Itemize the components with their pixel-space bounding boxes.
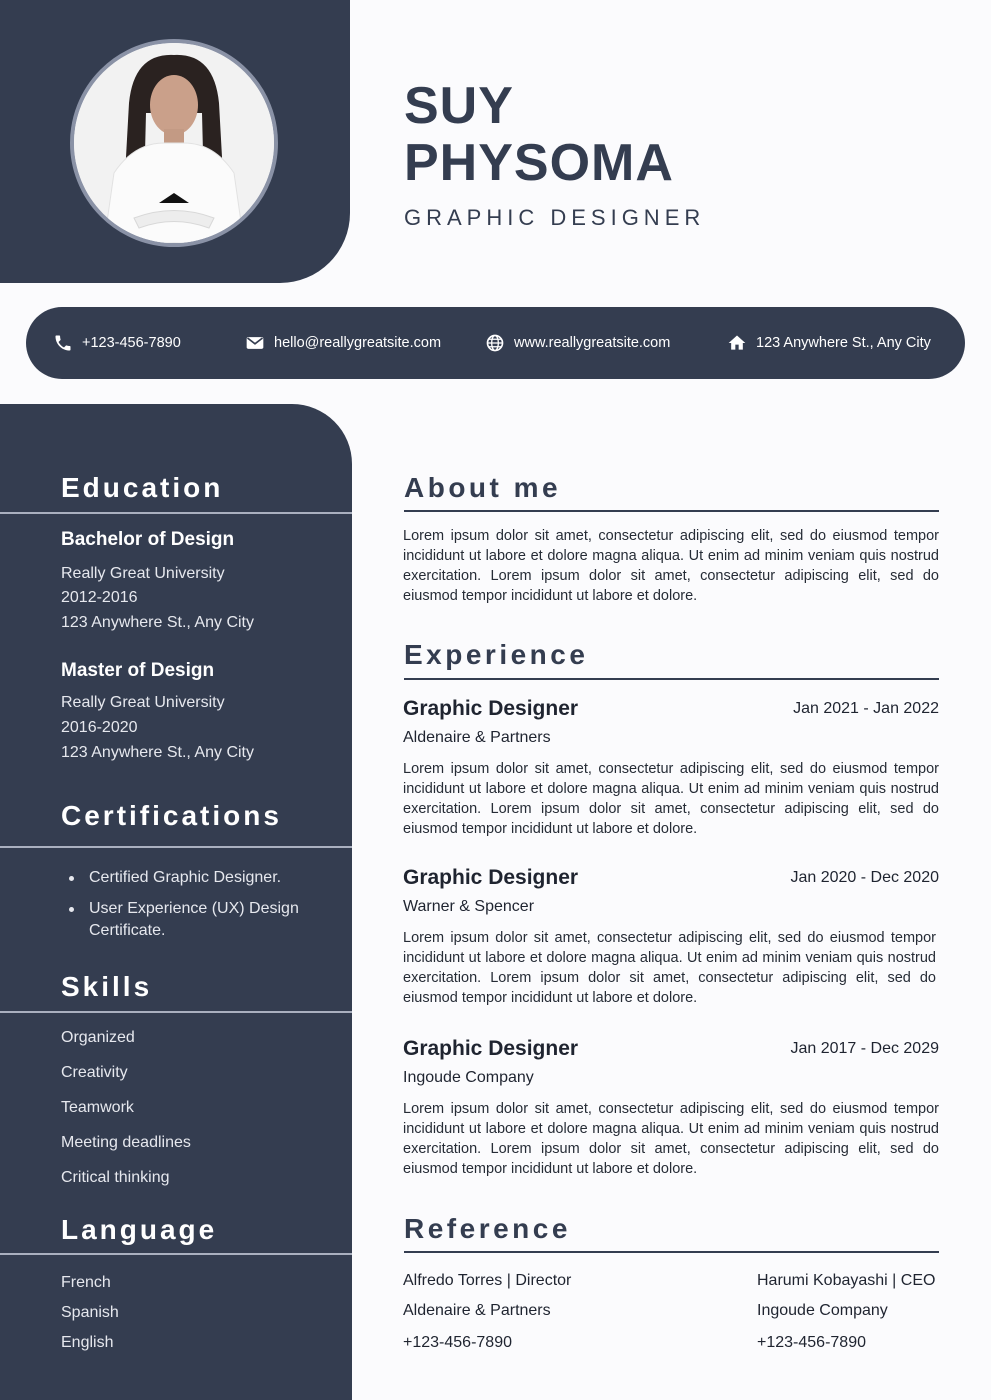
phone-text: +123-456-7890 bbox=[82, 335, 181, 351]
reference-phone: +123-456-7890 bbox=[757, 1334, 866, 1351]
email-text: hello@reallygreatsite.com bbox=[274, 335, 442, 351]
about-heading: About me bbox=[404, 472, 562, 503]
certification-item: Certified Graphic Designer. bbox=[89, 869, 282, 886]
education-years: 2016-2020 bbox=[61, 719, 138, 736]
language-divider bbox=[0, 1253, 352, 1255]
experience-job-title: Graphic Designer bbox=[403, 1037, 579, 1060]
reference-company: Aldenaire & Partners bbox=[403, 1302, 551, 1319]
website-text: www.reallygreatsite.com bbox=[514, 335, 671, 351]
certification-item: User Experience (UX) Design Certificate. bbox=[89, 900, 299, 939]
skill-item: Critical thinking bbox=[61, 1169, 170, 1186]
contact-website[interactable] bbox=[485, 307, 670, 379]
experience-company: Aldenaire & Partners bbox=[403, 729, 551, 746]
about-divider bbox=[404, 510, 939, 512]
language-item: French bbox=[61, 1274, 111, 1291]
mail-icon bbox=[245, 333, 265, 353]
candidate-name bbox=[404, 78, 674, 192]
skills-heading: Skills bbox=[61, 971, 153, 1002]
education-school: Really Great University bbox=[61, 694, 225, 711]
skill-item: Meeting deadlines bbox=[61, 1134, 191, 1151]
skill-item: Teamwork bbox=[61, 1099, 134, 1116]
contact-bar bbox=[26, 307, 965, 379]
education-degree: Bachelor of Design bbox=[61, 529, 235, 550]
experience-job-dates: Jan 2020 - Dec 2020 bbox=[790, 869, 939, 886]
education-address: 123 Anywhere St., Any City bbox=[61, 744, 254, 761]
reference-phone: +123-456-7890 bbox=[403, 1334, 512, 1351]
bullet-dot bbox=[69, 907, 74, 912]
reference-name: Alfredo Torres | Director bbox=[403, 1272, 572, 1289]
skills-divider bbox=[0, 1011, 352, 1013]
about-text: Lorem ipsum dolor sit amet, consectetur adipiscing elit, sed do eiusmod tempor incididunt ut labore et dolore magna aliqua. Ut enim ad minim veniam quis nostrud exercitation. Lorem ipsum dolor sit amet, consectetur adipiscing elit, sed do eiusmod tempor incididunt ut labore et dolore. bbox=[403, 528, 939, 604]
certifications-heading: Certifications bbox=[61, 800, 282, 831]
language-item: Spanish bbox=[61, 1304, 119, 1321]
education-degree: Master of Design bbox=[61, 660, 215, 681]
education-heading: Education bbox=[61, 472, 224, 503]
certifications-divider bbox=[0, 846, 352, 848]
phone-icon bbox=[53, 333, 73, 353]
language-item: English bbox=[61, 1334, 114, 1351]
last-name: PHYSOMA bbox=[404, 134, 674, 192]
job-title: GRAPHIC DESIGNER bbox=[404, 205, 706, 230]
experience-description: Lorem ipsum dolor sit amet, consectetur adipiscing elit, sed do eiusmod tempor incididunt ut labore et dolore magna aliqua. Ut enim ad minim veniam quis nostrud exercitation. Lorem ipsum dolor sit amet, consectetur adipiscing elit, sed do eiusmod tempor incididunt ut labore et dolore. bbox=[403, 1101, 939, 1177]
education-address: 123 Anywhere St., Any City bbox=[61, 614, 254, 631]
experience-job-title: Graphic Designer bbox=[403, 866, 579, 889]
experience-heading: Experience bbox=[404, 639, 589, 670]
education-school: Really Great University bbox=[61, 565, 225, 582]
contact-email[interactable] bbox=[245, 307, 441, 379]
bullet-dot bbox=[69, 876, 74, 881]
reference-divider bbox=[404, 1251, 939, 1253]
experience-job-dates: Jan 2017 - Dec 2029 bbox=[790, 1040, 939, 1057]
contact-address[interactable] bbox=[727, 307, 931, 379]
contact-phone[interactable] bbox=[53, 307, 181, 379]
language-heading: Language bbox=[61, 1214, 218, 1245]
experience-job-dates: Jan 2021 - Jan 2022 bbox=[793, 700, 939, 717]
first-name: SUY bbox=[404, 77, 514, 135]
skill-item: Creativity bbox=[61, 1064, 128, 1081]
experience-description: Lorem ipsum dolor sit amet, consectetur adipiscing elit, sed do eiusmod tempor incididunt ut labore et dolore magna aliqua. Ut enim ad minim veniam quis nostrud exercitation. Lorem ipsum dolor sit amet, consectetur adipiscing elit, sed do eiusmod tempor incididunt ut labore et dolore. bbox=[403, 761, 939, 837]
reference-name: Harumi Kobayashi | CEO bbox=[757, 1272, 936, 1289]
profile-photo bbox=[70, 39, 278, 247]
reference-heading: Reference bbox=[404, 1213, 571, 1244]
experience-company: Ingoude Company bbox=[403, 1069, 534, 1086]
address-text: 123 Anywhere St., Any City bbox=[756, 335, 931, 351]
globe-icon bbox=[485, 333, 505, 353]
experience-job-title: Graphic Designer bbox=[403, 697, 579, 720]
experience-description: Lorem ipsum dolor sit amet, consectetur adipiscing elit, sed do eiusmod tempor incididunt ut labore et dolore magna aliqua. Ut enim ad minim veniam quis nostrud exercitation. Lorem ipsum dolor sit amet, consectetur adipiscing elit, sed do eiusmod tempor incididunt ut labore et dolore. bbox=[403, 930, 936, 1006]
experience-company: Warner & Spencer bbox=[403, 898, 535, 915]
reference-company: Ingoude Company bbox=[757, 1302, 888, 1319]
education-years: 2012-2016 bbox=[61, 589, 138, 606]
skill-item: Organized bbox=[61, 1029, 135, 1046]
profile-photo-illustration bbox=[74, 43, 274, 243]
education-divider bbox=[0, 512, 352, 514]
home-icon bbox=[727, 333, 747, 353]
experience-divider bbox=[404, 678, 939, 680]
